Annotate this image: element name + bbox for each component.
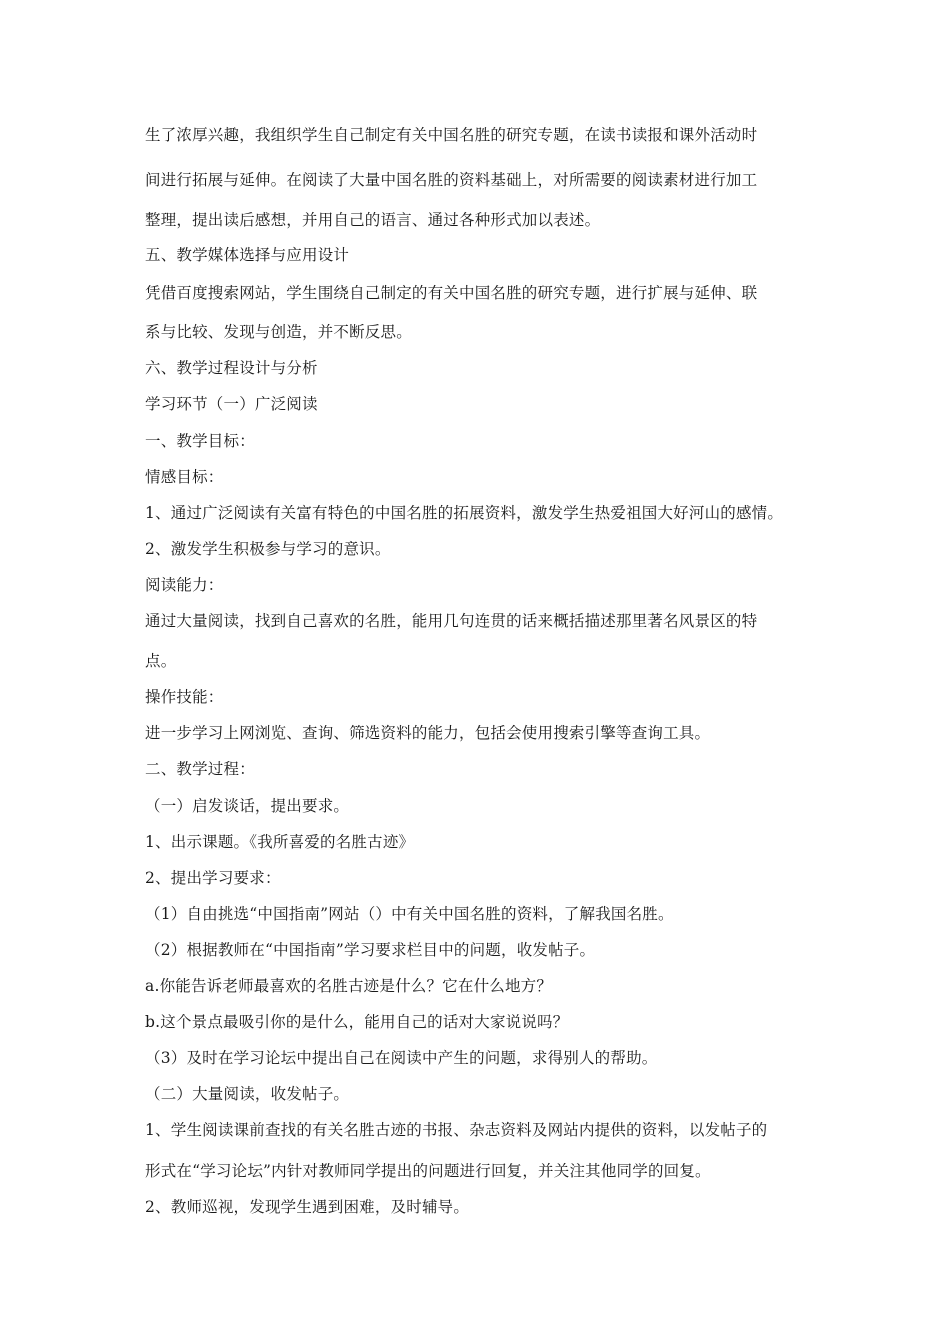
body-text-line: 生了浓厚兴趣，我组织学生自己制定有关中国名胜的研究专题，在读书读报和课外活动时: [145, 126, 758, 144]
list-item: （2）根据教师在“中国指南”学习要求栏目中的问题，收发帖子。: [145, 941, 596, 959]
list-item: 2、教师巡视，发现学生遇到困难，及时辅导。: [145, 1198, 470, 1216]
subsection-heading: 操作技能：: [145, 688, 224, 706]
list-item: （一）启发谈话，提出要求。: [145, 797, 350, 815]
list-item: （二）大量阅读，收发帖子。: [145, 1085, 350, 1103]
list-item: 1、出示课题。《我所喜爱的名胜古迹》: [145, 833, 415, 851]
section-heading: 六、教学过程设计与分析: [145, 359, 318, 377]
list-item: b.这个景点最吸引你的是什么，能用自己的话对大家说说吗？: [145, 1013, 569, 1031]
list-item: （3）及时在学习论坛中提出自己在阅读中产生的问题，求得别人的帮助。: [145, 1049, 658, 1067]
body-text-line: 形式在“学习论坛”内针对教师同学提出的问题进行回复，并关注其他同学的回复。: [145, 1162, 711, 1180]
list-item: 1、通过广泛阅读有关富有特色的中国名胜的拓展资料，激发学生热爱祖国大好河山的感情。: [145, 504, 784, 522]
body-text-line: 间进行拓展与延伸。在阅读了大量中国名胜的资料基础上，对所需要的阅读素材进行加工: [145, 171, 758, 189]
list-item: 1、学生阅读课前查找的有关名胜古迹的书报、杂志资料及网站内提供的资料，以发帖子的: [145, 1121, 768, 1139]
list-item: a.你能告诉老师最喜欢的名胜古迹是什么？它在什么地方？: [145, 977, 553, 995]
section-heading: 五、教学媒体选择与应用设计: [145, 246, 350, 264]
subsection-heading: 一、教学目标：: [145, 432, 255, 450]
subsection-heading: 情感目标：: [145, 468, 224, 486]
list-item: 2、激发学生积极参与学习的意识。: [145, 540, 391, 558]
list-item: （1）自由挑选“中国指南”网站（）中有关中国名胜的资料，了解我国名胜。: [145, 905, 674, 923]
body-text-line: 整理，提出读后感想，并用自己的语言、通过各种形式加以表述。: [145, 211, 601, 229]
body-text-line: 系与比较、发现与创造，并不断反思。: [145, 323, 412, 341]
body-text-line: 进一步学习上网浏览、查询、筛选资料的能力，包括会使用搜索引擎等查询工具。: [145, 724, 711, 742]
subsection-heading: 二、教学过程：: [145, 760, 255, 778]
body-text-line: 点。: [145, 652, 177, 670]
list-item: 2、提出学习要求：: [145, 869, 281, 887]
subsection-heading: 阅读能力：: [145, 576, 224, 594]
body-text-line: 凭借百度搜索网站，学生围绕自己制定的有关中国名胜的研究专题，进行扩展与延伸、联: [145, 284, 758, 302]
subsection-heading: 学习环节（一）广泛阅读: [145, 395, 318, 413]
body-text-line: 通过大量阅读，找到自己喜欢的名胜，能用几句连贯的话来概括描述那里著名风景区的特: [145, 612, 758, 630]
